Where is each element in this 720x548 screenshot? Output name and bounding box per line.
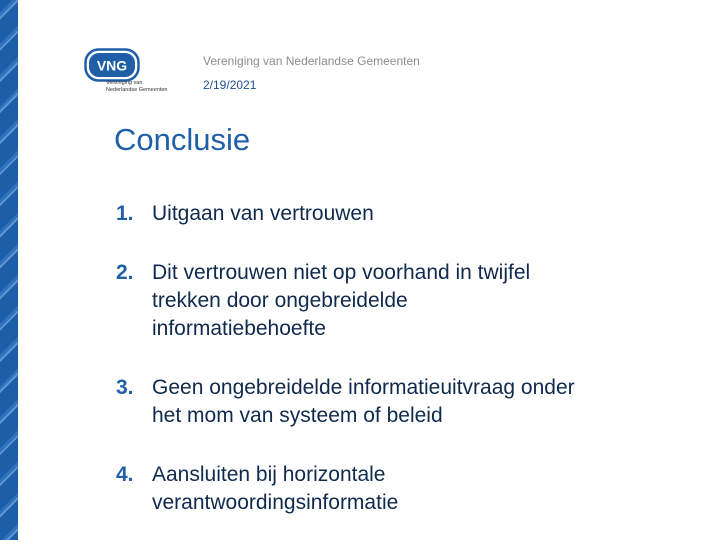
list-item-text: Geen ongebreidelde informatieuitvraag onder <box>152 376 575 399</box>
list-item-number: 2. <box>116 261 134 284</box>
vng-logo-icon <box>84 48 140 82</box>
list-item-text: informatiebehoefte <box>152 317 326 340</box>
list-item-number: 4. <box>116 463 134 486</box>
list-item-number: 3. <box>116 376 134 399</box>
decorative-side-stripe <box>0 0 22 540</box>
slide-title: Conclusie <box>114 122 251 157</box>
list-item-text: Dit vertrouwen niet op voorhand in twijfel <box>152 261 531 284</box>
list-item-text: verantwoordingsinformatie <box>152 491 399 514</box>
list-item-text: het mom van systeem of beleid <box>152 404 443 427</box>
list-item <box>116 200 706 228</box>
list-item <box>116 374 706 430</box>
list-item-text: Aansluiten bij horizontale <box>152 463 386 486</box>
list-item-text: trekken door ongebreidelde <box>152 289 408 312</box>
logo-subtitle-line: Nederlandse Gemeenten <box>106 87 168 93</box>
logo-subtitle-line: Vereniging van <box>106 80 143 86</box>
vng-logo <box>84 44 184 100</box>
organization-name: Vereniging van Nederlandse Gemeenten <box>203 54 420 68</box>
logo-badge-text: VNG <box>96 57 128 74</box>
list-item-text: Uitgaan van vertrouwen <box>152 202 374 225</box>
list-item <box>116 461 706 517</box>
list-item <box>116 259 706 343</box>
slide-date: 2/19/2021 <box>203 78 257 92</box>
list-item-number: 1. <box>116 202 134 225</box>
logo-subtitle <box>106 80 186 94</box>
conclusion-list <box>116 200 706 548</box>
